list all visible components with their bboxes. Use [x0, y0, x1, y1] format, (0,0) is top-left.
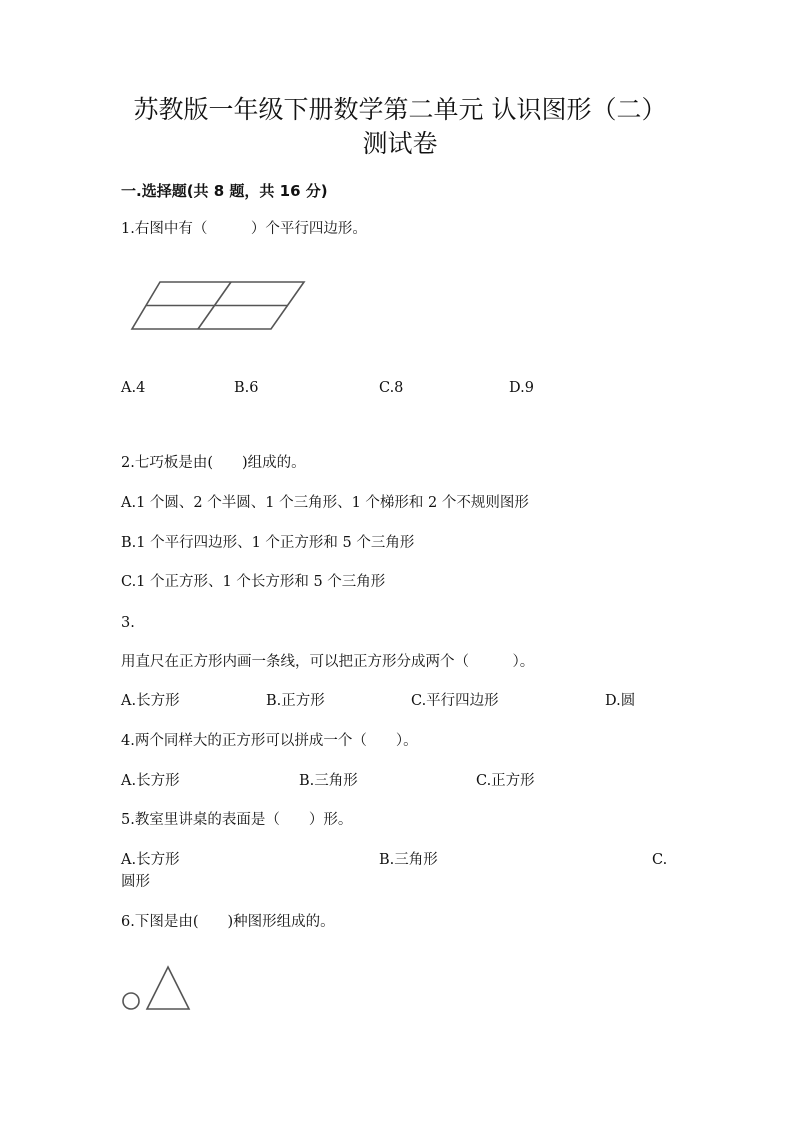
section-heading: 一.选择题(共 8 题，共 16 分) — [121, 182, 328, 200]
question-1-option-d: D.9 — [509, 380, 534, 396]
question-5-stem: 5.教室里讲桌的表面是（ ）形。 — [121, 812, 353, 828]
question-4-option-b: B.三角形 — [299, 773, 358, 789]
question-5-option-c-text: 圆形 — [121, 874, 150, 890]
question-1-option-b: B.6 — [234, 380, 259, 396]
question-3-option-b: B.正方形 — [266, 693, 325, 709]
triangle-shape — [147, 967, 189, 1009]
question-2-stem: 2.七巧板是由( )组成的。 — [121, 455, 306, 471]
question-3-stem: 用直尺在正方形内画一条线，可以把正方形分成两个（ ）。 — [121, 654, 535, 670]
question-3-number: 3. — [121, 615, 135, 631]
question-4-option-a: A.长方形 — [121, 773, 180, 789]
question-6-stem: 6.下图是由( )种图形组成的。 — [121, 914, 335, 930]
question-5-option-a: A.长方形 — [121, 852, 180, 868]
question-3-option-d: D.圆 — [605, 693, 636, 709]
page-subtitle: 测试卷 — [362, 129, 438, 158]
question-1-parallelogram-figure — [128, 276, 312, 334]
question-5-option-c: C. — [652, 852, 668, 868]
question-2-option-c: C.1 个正方形、1 个长方形和 5 个三角形 — [121, 574, 386, 590]
question-4-option-c: C.正方形 — [476, 773, 535, 789]
question-1-stem: 1.右图中有（ ）个平行四边形。 — [121, 221, 367, 237]
question-3-option-c: C.平行四边形 — [411, 693, 499, 709]
question-4-stem: 4.两个同样大的正方形可以拼成一个（ ）。 — [121, 733, 418, 749]
question-3-option-a: A.长方形 — [121, 693, 180, 709]
question-2-option-b: B.1 个平行四边形、1 个正方形和 5 个三角形 — [121, 535, 415, 551]
circle-shape — [123, 993, 139, 1009]
question-2-option-a: A.1 个圆、2 个半圆、1 个三角形、1 个梯形和 2 个不规则图形 — [121, 495, 529, 511]
question-5-option-b: B.三角形 — [379, 852, 438, 868]
page-title: 苏教版一年级下册数学第二单元 认识图形（二） — [133, 95, 667, 124]
question-6-shapes-figure — [118, 964, 194, 1014]
question-1-option-c: C.8 — [379, 380, 404, 396]
question-1-option-a: A.4 — [121, 380, 146, 396]
